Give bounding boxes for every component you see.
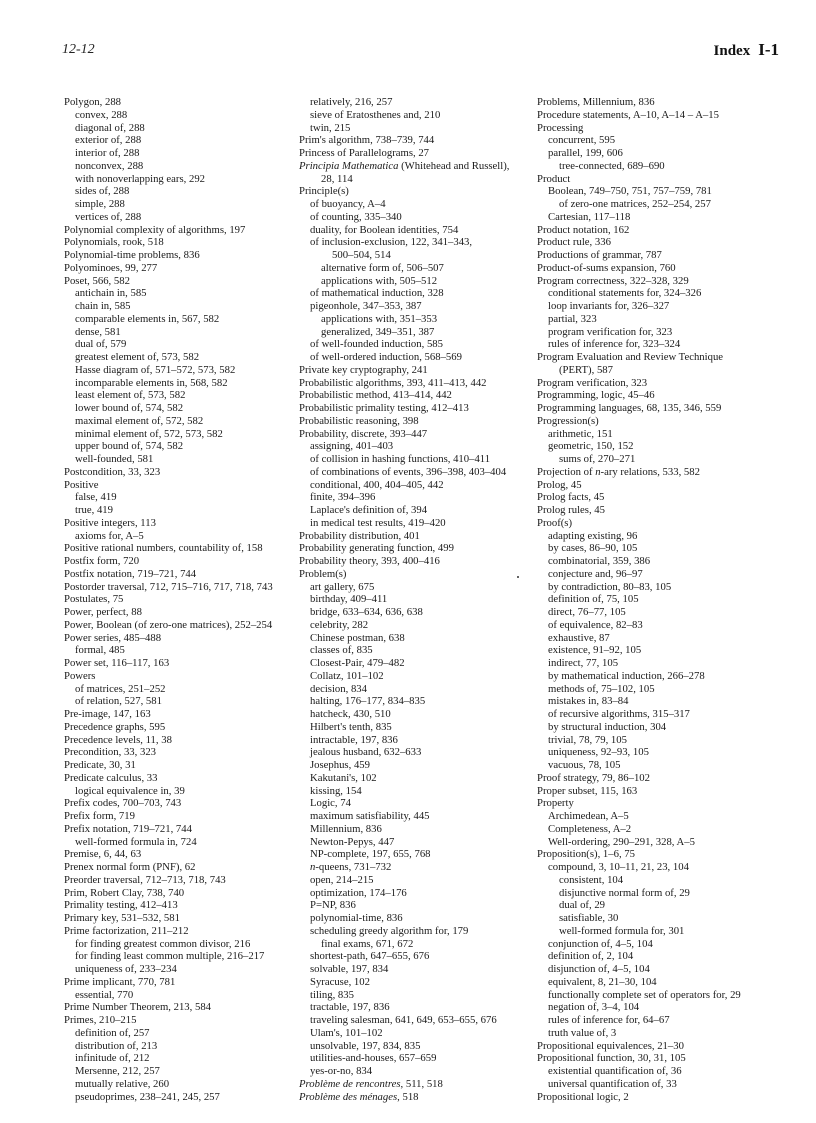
index-entry: Polynomial complexity of algorithms, 197 [64, 223, 246, 236]
index-subentry: Well-ordering, 290–291, 328, A–5 [548, 835, 695, 848]
index-subentry: final exams, 671, 672 [321, 937, 414, 950]
index-subentry: bridge, 633–634, 636, 638 [310, 606, 423, 618]
index-subentry: Syracuse, 102 [310, 975, 370, 988]
index-entry: Program Evaluation and Review Technique [537, 351, 724, 363]
index-subentry: conditional statements for, 324–326 [548, 287, 702, 300]
index-entry: Prefix notation, 719–721, 744 [64, 822, 192, 835]
index-subentry: Ulam's, 101–102 [310, 1026, 383, 1039]
index-subentry: program verification for, 323 [548, 325, 673, 338]
index-entry: Prime factorization, 211–212 [64, 924, 189, 937]
index-column-1 [64, 96, 296, 1103]
index-entry: Proper subset, 115, 163 [537, 784, 638, 797]
index-entry: Postulates, 75 [64, 593, 124, 606]
index-subentry: Collatz, 101–102 [310, 669, 384, 682]
index-subentry: truth value of, 3 [548, 1026, 617, 1039]
index-subentry: axioms for, A–5 [75, 529, 144, 542]
index-subentry: distribution of, 213 [75, 1039, 158, 1052]
index-entry: Positive integers, 113 [64, 516, 156, 529]
index-subentry: sides of, 288 [75, 185, 130, 198]
index-subentry: negation of, 3–4, 104 [548, 1001, 640, 1014]
index-entry: Programming, logic, 45–46 [537, 389, 655, 402]
index-entry: Property [537, 797, 574, 810]
index-entry: Primality testing, 412–413 [64, 899, 178, 912]
index-subentry: n-queens, 731–732 [310, 861, 392, 873]
index-subentry: upper bound of, 574, 582 [75, 440, 184, 453]
index-subentry: disjunction of, 4–5, 104 [548, 963, 650, 975]
index-entry: Probabilistic method, 413–414, 442 [299, 389, 452, 402]
index-entry: Projection of n-ary relations, 533, 582 [537, 465, 700, 478]
stray-mark [517, 576, 519, 578]
index-subentry: Millennium, 836 [310, 822, 382, 835]
index-entry: Principia Mathematica (Whitehead and Russell), [299, 159, 510, 172]
index-subentry: definition of, 257 [75, 1026, 150, 1039]
index-entry: Pre-image, 147, 163 [64, 708, 151, 720]
index-subentry: well-formed formula for, 301 [559, 924, 685, 937]
index-subentry: concurrent, 595 [548, 134, 616, 147]
index-entry: Poset, 566, 582 [64, 274, 130, 287]
index-entry: Propositional logic, 2 [537, 1090, 629, 1103]
index-subentry: simple, 288 [75, 198, 125, 210]
index-subentry: of inclusion-exclusion, 122, 341–343, [310, 236, 473, 249]
index-subentry: incomparable elements in, 568, 582 [75, 376, 228, 389]
index-subentry: birthday, 409–411 [310, 593, 388, 606]
index-entry: Preorder traversal, 712–713, 718, 743 [64, 873, 226, 886]
index-subentry: dense, 581 [75, 325, 121, 338]
index-subentry: generalized, 349–351, 387 [321, 325, 435, 338]
index-entry: Principle(s) [299, 185, 349, 198]
index-entry: Prim, Robert Clay, 738, 740 [64, 886, 185, 899]
index-subentry: infinitude of, 212 [75, 1052, 150, 1065]
index-subentry: universal quantification of, 33 [548, 1077, 677, 1090]
index-subentry: arithmetic, 151 [548, 427, 613, 440]
index-subentry: Mersenne, 212, 257 [75, 1065, 160, 1077]
index-subentry: of mathematical induction, 328 [310, 287, 444, 300]
index-entry: Polyominoes, 99, 277 [64, 261, 158, 274]
index-subentry: Kakutani's, 102 [310, 771, 377, 784]
index-entry: Polynomial-time problems, 836 [64, 249, 200, 261]
index-entry: Postfix form, 720 [64, 555, 140, 567]
index-entry: Programming languages, 68, 135, 346, 559 [537, 402, 722, 414]
index-entry: Probability theory, 393, 400–416 [299, 555, 440, 567]
index-subentry: art gallery, 675 [310, 580, 375, 593]
index-entry: Processing [537, 121, 584, 134]
index-subentry: Laplace's definition of, 394 [310, 504, 428, 516]
index-subentry: intractable, 197, 836 [310, 733, 398, 746]
index-entry: Proposition(s), 1–6, 75 [537, 848, 635, 861]
index-entry: Product-of-sums expansion, 760 [537, 261, 676, 274]
index-entry: Positive rational numbers, countability of, 158 [64, 542, 263, 555]
index-subentry: indirect, 77, 105 [548, 657, 619, 669]
index-subentry: conditional, 400, 404–405, 442 [310, 478, 444, 491]
index-entry: Precedence levels, 11, 38 [64, 733, 172, 746]
index-subentry: vacuous, 78, 105 [548, 759, 621, 771]
index-entry: Private key cryptography, 241 [299, 363, 428, 376]
index-subentry: disjunctive normal form of, 29 [559, 886, 690, 899]
index-subentry: finite, 394–396 [310, 491, 376, 504]
index-subentry: antichain in, 585 [75, 287, 147, 300]
index-entry: Program correctness, 322–328, 329 [537, 274, 689, 287]
index-subentry: existential quantification of, 36 [548, 1065, 682, 1077]
index-entry: Prolog facts, 45 [537, 491, 605, 504]
index-subentry: yes-or-no, 834 [310, 1065, 373, 1077]
index-subentry: definition of, 2, 104 [548, 950, 634, 963]
index-subentry: utilities-and-houses, 657–659 [310, 1052, 437, 1065]
index-subentry: Josephus, 459 [310, 759, 370, 771]
index-subentry: nonconvex, 288 [75, 159, 144, 172]
index-entry: Power, Boolean (of zero-one matrices), 252–254 [64, 618, 273, 631]
index-subentry: of well-ordered induction, 568–569 [310, 351, 462, 363]
index-subentry: compound, 3, 10–11, 21, 23, 104 [548, 861, 689, 873]
index-subentry: for finding least common multiple, 216–217 [75, 950, 265, 963]
index-subentry: mistakes in, 83–84 [548, 695, 629, 708]
index-subentry: essential, 770 [75, 988, 134, 1001]
index-subentry: least element of, 573, 582 [75, 389, 186, 402]
index-subentry: alternative form of, 506–507 [321, 261, 444, 274]
index-entry: Prim's algorithm, 738–739, 744 [299, 134, 435, 147]
index-subentry: scheduling greedy algorithm for, 179 [310, 924, 469, 937]
index-entry: Postfix notation, 719–721, 744 [64, 567, 197, 580]
index-subentry: classes of, 835 [310, 644, 373, 657]
index-subentry: tiling, 835 [310, 988, 354, 1001]
index-entry: Primary key, 531–532, 581 [64, 912, 180, 924]
index-subentry: 500–504, 514 [332, 249, 391, 261]
index-entry: Problem(s) [299, 567, 347, 580]
index-entry: Prime implicant, 770, 781 [64, 975, 176, 988]
index-subentry: definition of, 75, 105 [548, 593, 639, 606]
index-entry: Polygon, 288 [64, 96, 122, 108]
index-subentry: geometric, 150, 152 [548, 440, 634, 453]
index-subentry: lower bound of, 574, 582 [75, 402, 184, 414]
index-subentry: Newton-Pepys, 447 [310, 835, 395, 848]
index-subentry: formal, 485 [75, 644, 125, 657]
index-subentry: of relation, 527, 581 [75, 695, 162, 708]
index-entry: Program verification, 323 [537, 376, 648, 389]
index-subentry: maximum satisfiability, 445 [310, 810, 430, 822]
index-subentry: maximal element of, 572, 582 [75, 414, 204, 427]
index-subentry: applications with, 505–512 [321, 274, 438, 287]
index-subentry: of counting, 335–340 [310, 210, 402, 223]
page-running-title: 12-12 [62, 42, 95, 57]
index-subentry: parallel, 199, 606 [548, 147, 623, 159]
index-subentry: equivalent, 8, 21–30, 104 [548, 975, 657, 988]
index-subentry: hatcheck, 430, 510 [310, 708, 391, 720]
index-subentry: shortest-path, 647–655, 676 [310, 950, 430, 963]
index-subentry: chain in, 585 [75, 300, 131, 312]
index-subentry: loop invariants for, 326–327 [548, 300, 670, 312]
index-subentry: for finding greatest common divisor, 216 [75, 937, 251, 950]
index-subentry: tractable, 197, 836 [310, 1001, 390, 1014]
index-subentry: celebrity, 282 [310, 618, 369, 631]
index-subentry: by cases, 86–90, 105 [548, 542, 638, 555]
index-subentry: of recursive algorithms, 315–317 [548, 708, 690, 720]
index-entry: Proof strategy, 79, 86–102 [537, 771, 650, 784]
index-subentry: open, 214–215 [310, 873, 374, 886]
index-entry: Postorder traversal, 712, 715–716, 717, 718, 743 [64, 580, 273, 593]
index-entry: Positive [64, 478, 99, 491]
index-subentry: polynomial-time, 836 [310, 912, 403, 924]
index-subentry: by structural induction, 304 [548, 720, 667, 733]
index-subentry: decision, 834 [310, 682, 367, 695]
index-subentry: false, 419 [75, 491, 117, 504]
index-subentry: uniqueness of, 233–234 [75, 963, 177, 975]
index-subentry: Hilbert's tenth, 835 [310, 720, 392, 733]
index-subentry: logical equivalence in, 39 [75, 784, 185, 797]
index-subentry: of collision in hashing functions, 410–411 [310, 453, 491, 465]
index-subentry: rules of inference for, 323–324 [548, 338, 681, 351]
index-entry: Problème des ménages, 518 [299, 1090, 419, 1103]
index-entry: Product [537, 172, 571, 185]
index-subentry: jealous husband, 632–633 [310, 746, 422, 759]
index-subentry: diagonal of, 288 [75, 121, 145, 134]
index-subentry: pigeonhole, 347–353, 387 [310, 300, 422, 312]
index-label: Index [713, 43, 751, 59]
index-subentry: mutually relative, 260 [75, 1077, 170, 1090]
index-entry: Postcondition, 33, 323 [64, 465, 161, 478]
index-subentry: exterior of, 288 [75, 134, 142, 147]
index-subentry: Cartesian, 117–118 [548, 210, 631, 223]
index-subentry: greatest element of, 573, 582 [75, 351, 200, 363]
index-entry: Product rule, 336 [537, 236, 611, 249]
index-subentry: NP-complete, 197, 655, 768 [310, 848, 431, 861]
index-entry: Premise, 6, 44, 63 [64, 848, 142, 861]
index-entry: Polynomials, rook, 518 [64, 236, 164, 249]
index-entry: Precedence graphs, 595 [64, 720, 166, 733]
index-subentry: by contradiction, 80–83, 105 [548, 580, 672, 593]
index-entry: Probabilistic algorithms, 393, 411–413, 442 [299, 376, 487, 389]
index-subentry: duality, for Boolean identities, 754 [310, 223, 459, 236]
index-entry: Propositional equivalences, 21–30 [537, 1039, 684, 1052]
index-subentry: trivial, 78, 79, 105 [548, 733, 627, 746]
index-subentry: Logic, 74 [310, 797, 351, 810]
index-entry: Problème de rencontres, 511, 518 [299, 1077, 443, 1090]
index-subentry: uniqueness, 92–93, 105 [548, 746, 649, 759]
index-subentry: convex, 288 [75, 108, 128, 121]
page-number: I-1 [758, 40, 779, 59]
index-column-3 [537, 96, 802, 1103]
index-subentry: partial, 323 [548, 312, 597, 325]
index-subentry: pseudoprimes, 238–241, 245, 257 [75, 1090, 220, 1103]
index-subentry: Closest-Pair, 479–482 [310, 657, 405, 669]
index-subentry: existence, 91–92, 105 [548, 644, 642, 657]
index-subentry: rules of inference for, 64–67 [548, 1014, 670, 1026]
index-subentry: assigning, 401–403 [310, 440, 394, 453]
index-subentry: solvable, 197, 834 [310, 963, 389, 975]
index-subentry: P=NP, 836 [310, 899, 356, 912]
index-subentry: tree-connected, 689–690 [559, 159, 665, 172]
index-subentry: satisfiable, 30 [559, 912, 619, 924]
index-subentry: well-founded, 581 [75, 453, 154, 465]
index-subentry: (PERT), 587 [559, 363, 613, 376]
index-subentry: exhaustive, 87 [548, 631, 610, 644]
index-subentry: vertices of, 288 [75, 210, 142, 223]
index-subentry: true, 419 [75, 504, 113, 516]
index-subentry: in medical test results, 419–420 [310, 516, 446, 529]
index-entry: Precondition, 33, 323 [64, 746, 157, 759]
index-entry: Procedure statements, A–10, A–14 – A–15 [537, 108, 719, 121]
index-entry: Prefix form, 719 [64, 810, 135, 822]
index-entry: Probabilistic reasoning, 398 [299, 414, 419, 427]
index-subentry: twin, 215 [310, 121, 351, 134]
index-column-2 [299, 96, 539, 1103]
index-subentry: direct, 76–77, 105 [548, 606, 626, 618]
index-entry: Propositional function, 30, 31, 105 [537, 1052, 686, 1065]
index-entry: Power series, 485–488 [64, 631, 162, 644]
index-subentry: 28, 114 [321, 172, 353, 185]
index-subentry: conjecture and, 96–97 [548, 567, 643, 580]
index-entry: Prenex normal form (PNF), 62 [64, 861, 196, 873]
index-subentry: with nonoverlapping ears, 292 [75, 172, 206, 185]
index-subentry: Archimedean, A–5 [548, 810, 629, 822]
page-header-index [714, 40, 779, 60]
index-subentry: Chinese postman, 638 [310, 631, 405, 644]
index-subentry: of well-founded induction, 585 [310, 338, 443, 351]
index-subentry: of equivalence, 82–83 [548, 618, 643, 631]
index-entry: Predicate, 30, 31 [64, 759, 136, 771]
index-subentry: traveling salesman, 641, 649, 653–655, 676 [310, 1014, 497, 1026]
index-entry: Power set, 116–117, 163 [64, 657, 170, 669]
index-subentry: of buoyancy, A–4 [310, 198, 386, 210]
index-subentry: adapting existing, 96 [548, 529, 638, 542]
index-entry: Prolog, 45 [537, 478, 582, 491]
index-subentry: of combinations of events, 396–398, 403–404 [310, 465, 507, 478]
index-entry: Probability distribution, 401 [299, 529, 420, 542]
index-entry: Primes, 210–215 [64, 1014, 137, 1026]
index-subentry: combinatorial, 359, 386 [548, 555, 651, 567]
index-entry: Power, perfect, 88 [64, 606, 142, 618]
index-entry: Product notation, 162 [537, 223, 630, 236]
index-subentry: sieve of Eratosthenes and, 210 [310, 108, 441, 121]
index-entry: Problems, Millennium, 836 [537, 96, 655, 108]
index-entry: Probability, discrete, 393–447 [299, 427, 428, 440]
index-entry: Prolog rules, 45 [537, 504, 605, 516]
index-subentry: dual of, 29 [559, 899, 606, 912]
index-subentry: of zero-one matrices, 252–254, 257 [559, 198, 711, 210]
index-subentry: unsolvable, 197, 834, 835 [310, 1039, 421, 1052]
index-subentry: applications with, 351–353 [321, 312, 438, 325]
index-subentry: relatively, 216, 257 [310, 96, 393, 108]
index-entry: Predicate calculus, 33 [64, 771, 158, 784]
index-subentry: interior of, 288 [75, 147, 140, 159]
index-subentry: dual of, 579 [75, 338, 127, 351]
index-subentry: kissing, 154 [310, 784, 362, 797]
index-subentry: consistent, 104 [559, 873, 624, 886]
index-entry: Probability generating function, 499 [299, 542, 454, 555]
index-subentry: minimal element of, 572, 573, 582 [75, 427, 223, 440]
index-entry: Prefix codes, 700–703, 743 [64, 797, 182, 810]
index-subentry: of matrices, 251–252 [75, 682, 166, 695]
index-entry: Proof(s) [537, 516, 573, 529]
index-subentry: Completeness, A–2 [548, 822, 632, 835]
index-entry: Powers [64, 669, 96, 682]
index-entry: Princess of Parallelograms, 27 [299, 147, 430, 159]
index-subentry: well-formed formula in, 724 [75, 835, 197, 848]
index-subentry: by mathematical induction, 266–278 [548, 669, 705, 682]
index-subentry: functionally complete set of operators for, 29 [548, 988, 741, 1001]
index-subentry: sums of, 270–271 [559, 453, 636, 465]
index-subentry: Boolean, 749–750, 751, 757–759, 781 [548, 185, 712, 198]
index-entry: Productions of grammar, 787 [537, 249, 662, 261]
index-entry: Prime Number Theorem, 213, 584 [64, 1001, 212, 1014]
index-subentry: halting, 176–177, 834–835 [310, 695, 426, 708]
index-subentry: comparable elements in, 567, 582 [75, 312, 220, 325]
index-subentry: methods of, 75–102, 105 [548, 682, 655, 695]
index-subentry: Hasse diagram of, 571–572, 573, 582 [75, 363, 236, 376]
index-entry: Progression(s) [537, 414, 599, 427]
index-entry: Probabilistic primality testing, 412–413 [299, 402, 469, 414]
index-subentry: conjunction of, 4–5, 104 [548, 937, 653, 950]
index-subentry: optimization, 174–176 [310, 886, 407, 899]
